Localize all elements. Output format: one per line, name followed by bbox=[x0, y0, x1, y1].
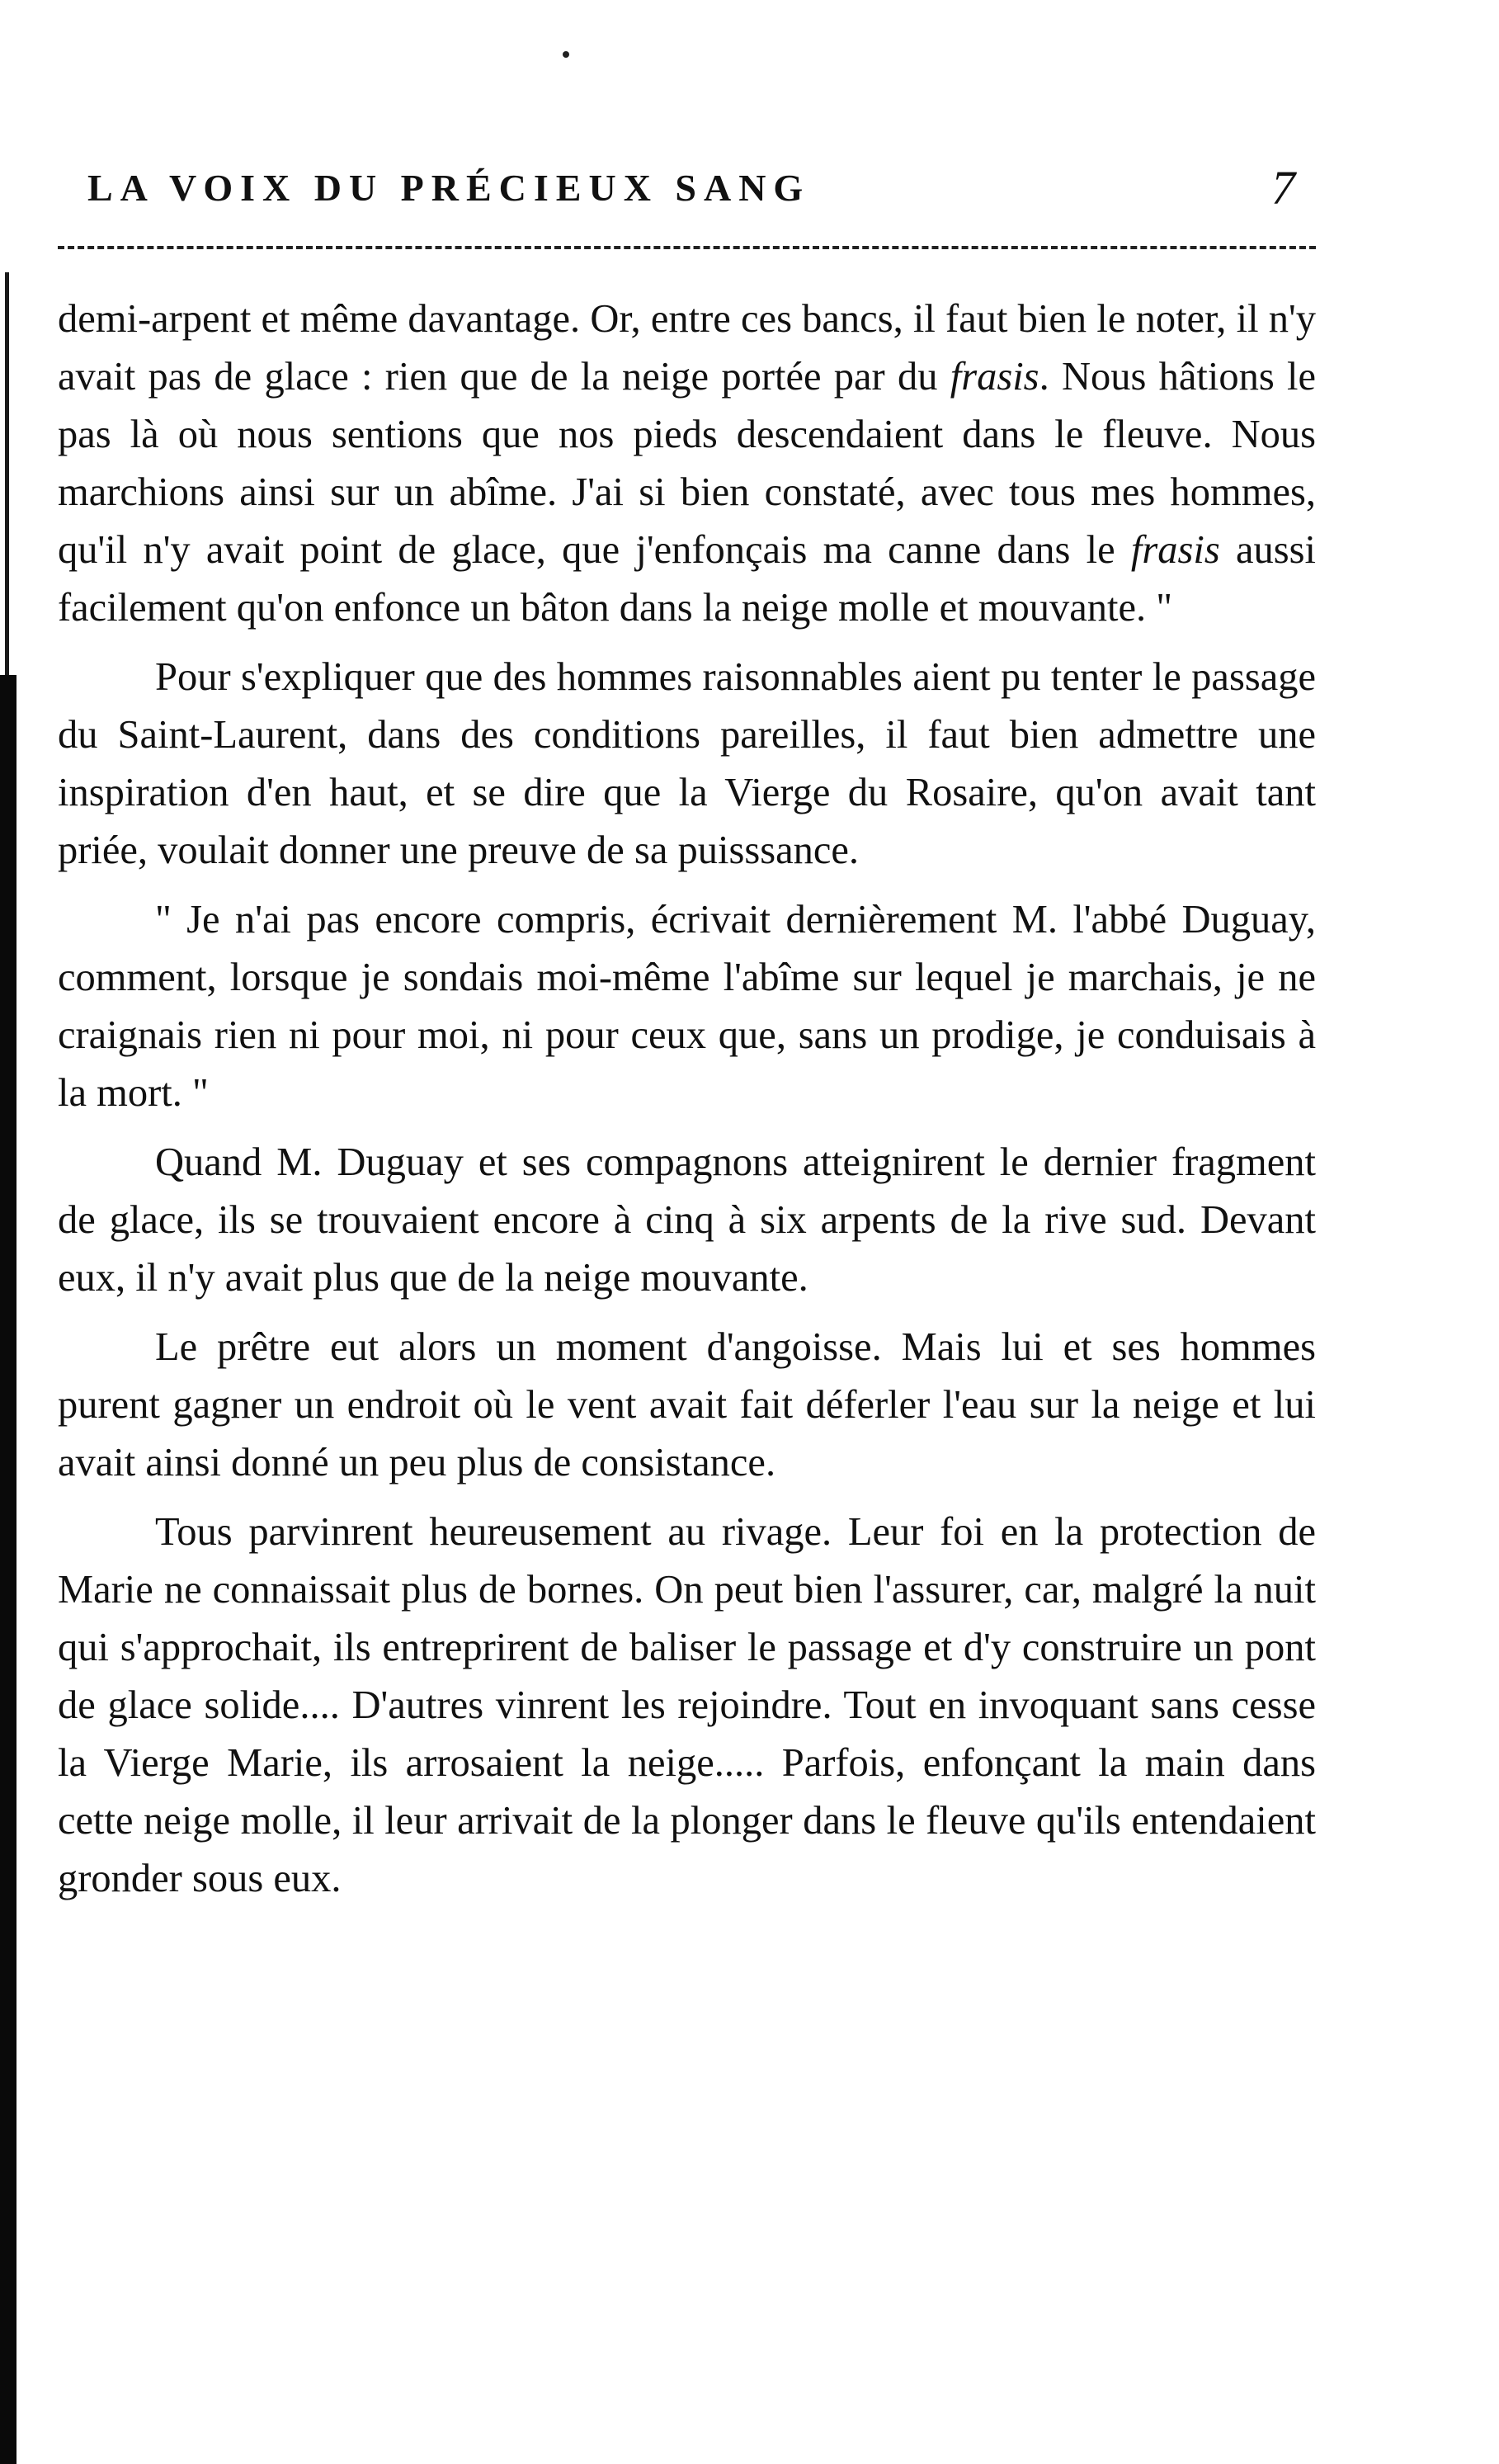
paragraph-3: " Je n'ai pas encore compris, écrivait dernièrement M. l'abbé Duguay, comment, lorsque je sondais moi-même l'abîme sur lequel je marchais, je ne craignais rien ni pour moi, ni pour ceux que, sans un prodige, je conduisais à la mort. " bbox=[58, 898, 1316, 1115]
italic-term: frasis bbox=[950, 355, 1039, 399]
paragraph-text: . Nous hâtions le pas là où nous sentions que nos pieds descendaient dans le fleuve. Nous marchions ainsi sur un abîme. J'ai si bien constaté, avec tous mes hommes, qu'il n'y avait point de glace, que j'enfonçais ma canne dans le bbox=[58, 355, 1316, 572]
running-title: LA VOIX DU PRÉCIEUX SANG bbox=[87, 166, 811, 209]
paragraph-2: Pour s'expliquer que des hommes raisonnables aient pu tenter le passage du Saint-Laurent, dans des conditions pareilles, il faut bien admettre une inspiration d'en haut, et se dire que la Vierge du Rosaire, qu'on avait tant priée, voulait donner une preuve de sa puisssance. bbox=[58, 655, 1316, 872]
page-header bbox=[58, 158, 1312, 216]
italic-term: frasis bbox=[1130, 528, 1220, 572]
page-edge-shadow bbox=[0, 675, 16, 2464]
paragraph-4: Quand M. Duguay et ses compagnons atteignirent le dernier fragment de glace, ils se trouvaient encore à cinq à six arpents de la rive sud. Devant eux, il n'y avait plus que de la neige mouvante. bbox=[58, 1140, 1316, 1300]
paragraph-1 bbox=[58, 290, 1316, 637]
page-edge-line bbox=[5, 272, 9, 677]
header-rule bbox=[58, 246, 1316, 249]
page-number: 7 bbox=[1271, 160, 1295, 215]
page-body bbox=[58, 290, 1316, 1919]
ink-speck bbox=[563, 51, 569, 58]
paragraph-text: demi-arpent et même davantage. Or, entre ces bancs, il faut bien le noter, il n'y avait pas de glace : rien que de la neige portée par du bbox=[58, 297, 1316, 399]
paragraph-5: Le prêtre eut alors un moment d'angoisse. Mais lui et ses hommes purent gagner un endroit où le vent avait fait déferler l'eau sur la neige et lui avait ainsi donné un peu plus de consistance. bbox=[58, 1325, 1316, 1485]
paragraph-text: aussi facilement qu'on enfonce un bâton dans la neige molle et mouvante. " bbox=[58, 528, 1317, 630]
paragraph-6: Tous parvinrent heureusement au rivage. Leur foi en la protection de Marie ne connaissait plus de bornes. On peut bien l'assurer, car, malgré la nuit qui s'approchait, ils entreprirent de baliser le passage et d'y construire un pont de glace solide.... D'autres vinrent les rejoindre. Tout en invoquant sans cesse la Vierge Marie, ils arrosaient la neige..... Parfois, enfonçant la main dans cette neige molle, il leur arrivait de la plonger dans le fleuve qu'ils entendaient gronder sous eux. bbox=[58, 1510, 1316, 1900]
